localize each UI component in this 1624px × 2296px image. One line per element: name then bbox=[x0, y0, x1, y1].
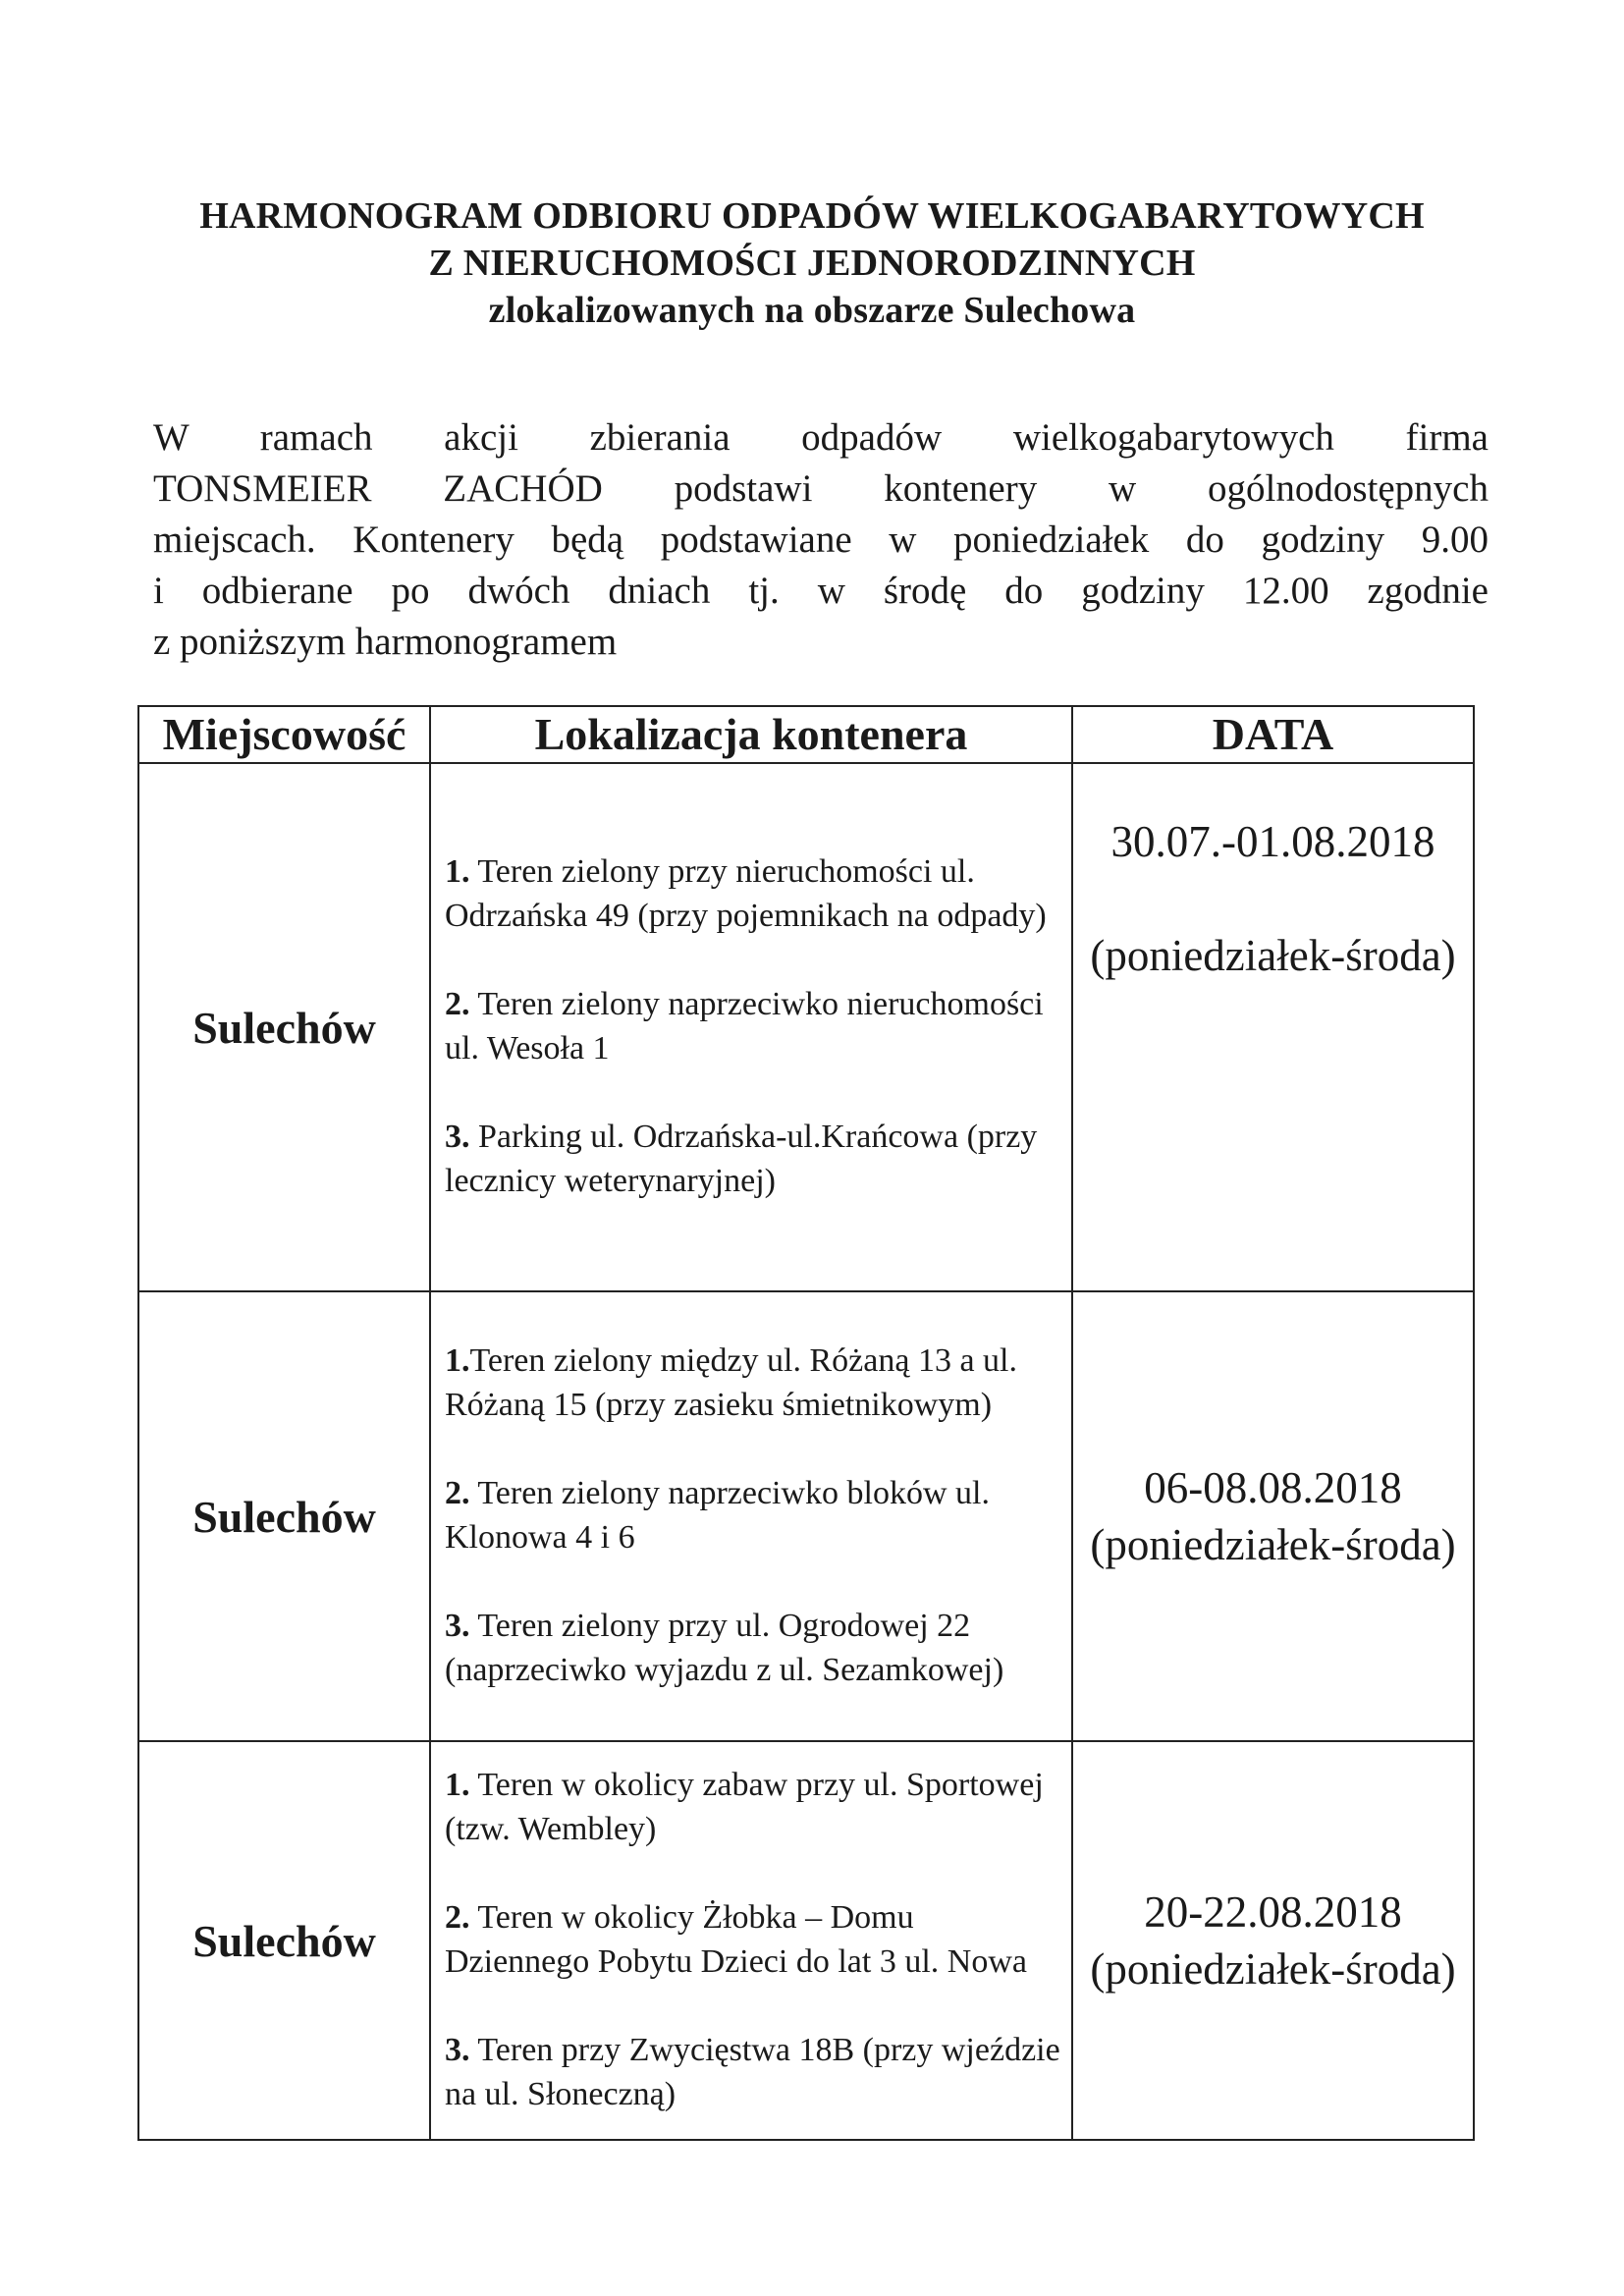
locations-cell bbox=[430, 1291, 1072, 1741]
location-item bbox=[445, 982, 1061, 1070]
intro-line: z poniższym harmonogramem bbox=[153, 621, 618, 663]
location-item bbox=[445, 1115, 1061, 1203]
table-row bbox=[138, 763, 1474, 1291]
town-cell: Sulechów bbox=[138, 1291, 430, 1741]
table-row bbox=[138, 1291, 1474, 1741]
header-date: DATA bbox=[1072, 706, 1474, 763]
location-item bbox=[445, 2028, 1061, 2116]
location-number: 2. bbox=[445, 1899, 470, 1936]
date-days: (poniedziałek-środa) bbox=[1090, 931, 1456, 980]
locations-cell bbox=[430, 1741, 1072, 2140]
intro-line: W ramach akcji zbierania odpadów wielkogabarytowych firma bbox=[153, 416, 1489, 459]
location-number: 3. bbox=[445, 1608, 470, 1644]
locations-cell bbox=[430, 763, 1072, 1291]
location-number: 1. bbox=[445, 1767, 470, 1803]
location-number: 1. bbox=[445, 1342, 470, 1379]
location-text: Teren zielony przy ul. Ogrodowej 22 (naprzeciwko wyjazdu z ul. Sezamkowej) bbox=[445, 1608, 1004, 1688]
town-cell: Sulechów bbox=[138, 763, 430, 1291]
location-number: 1. bbox=[445, 853, 470, 890]
title-line-2: Z NIERUCHOMOŚCI JEDNORODZINNYCH bbox=[428, 243, 1196, 284]
date-cell bbox=[1072, 1741, 1474, 2140]
date-range: 30.07.-01.08.2018 bbox=[1110, 817, 1435, 866]
date-days: (poniedziałek-środa) bbox=[1090, 1520, 1456, 1569]
location-text: Teren zielony przy nieruchomości ul. Odrzańska 49 (przy pojemnikach na odpady) bbox=[445, 853, 1047, 934]
date-range: 06-08.08.2018 bbox=[1144, 1463, 1402, 1512]
intro-line: miejscach. Kontenery będą podstawiane w poniedziałek do godziny 9.00 bbox=[153, 519, 1489, 561]
town-cell: Sulechów bbox=[138, 1741, 430, 2140]
location-text: Teren zielony naprzeciwko bloków ul. Klonowa 4 i 6 bbox=[445, 1475, 990, 1556]
intro-line: i odbierane po dwóch dniach tj. w środę do godziny 12.00 zgodnie bbox=[153, 570, 1489, 612]
location-item bbox=[445, 1471, 1061, 1559]
table-row bbox=[138, 1741, 1474, 2140]
title-line-1: HARMONOGRAM ODBIORU ODPADÓW WIELKOGABARYTOWYCH bbox=[199, 195, 1425, 237]
schedule-table bbox=[137, 705, 1475, 2141]
location-text: Teren zielony naprzeciwko nieruchomości ul. Wesoła 1 bbox=[445, 986, 1044, 1066]
table-header-row bbox=[138, 706, 1474, 763]
location-text: Teren przy Zwycięstwa 18B (przy wjeździe na ul. Słoneczną) bbox=[445, 2032, 1060, 2112]
location-item bbox=[445, 1339, 1061, 1427]
location-number: 2. bbox=[445, 986, 470, 1022]
header-town: Miejscowość bbox=[138, 706, 430, 763]
date-cell bbox=[1072, 763, 1474, 1291]
title-line-3: zlokalizowanych na obszarze Sulechowa bbox=[488, 290, 1136, 331]
location-text: Teren w okolicy Żłobka – Domu Dziennego Pobytu Dzieci do lat 3 ul. Nowa bbox=[445, 1899, 1027, 1980]
location-text: Teren w okolicy zabaw przy ul. Sportowej (tzw. Wembley) bbox=[445, 1767, 1044, 1847]
location-number: 2. bbox=[445, 1475, 470, 1511]
location-text: Parking ul. Odrzańska-ul.Krańcowa (przy lecznicy weterynaryjnej) bbox=[445, 1119, 1038, 1199]
location-item bbox=[445, 1763, 1061, 1851]
location-number: 3. bbox=[445, 1119, 470, 1155]
location-item bbox=[445, 849, 1061, 938]
intro-line: TONSMEIER ZACHÓD podstawi kontenery w ogólnodostępnych bbox=[153, 467, 1489, 510]
document-title bbox=[0, 192, 1624, 334]
intro-paragraph bbox=[153, 412, 1489, 668]
location-item bbox=[445, 1895, 1061, 1984]
location-number: 3. bbox=[445, 2032, 470, 2068]
header-location: Lokalizacja kontenera bbox=[430, 706, 1072, 763]
location-item bbox=[445, 1604, 1061, 1692]
date-days: (poniedziałek-środa) bbox=[1090, 1944, 1456, 1994]
location-text: Teren zielony między ul. Różaną 13 a ul. Różaną 15 (przy zasieku śmietnikowym) bbox=[445, 1342, 1017, 1423]
date-cell bbox=[1072, 1291, 1474, 1741]
date-range: 20-22.08.2018 bbox=[1144, 1887, 1402, 1937]
